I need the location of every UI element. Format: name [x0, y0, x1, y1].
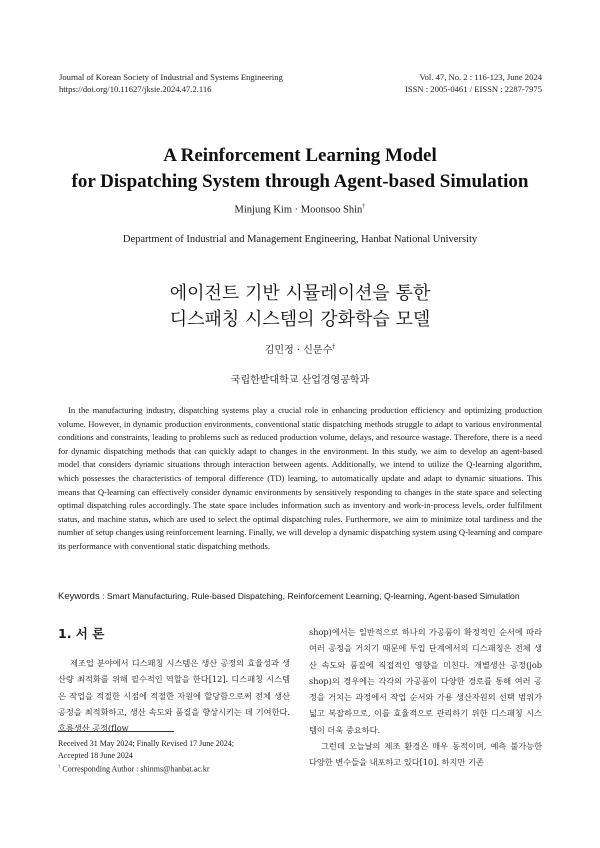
right-column-text — [309, 624, 542, 771]
right-paragraph-2: 그런데 오늘날의 제조 환경은 매우 동적이며, 예측 불가능한 다양한 변수들을 내포하고 있다[10]. 하지만 기존 — [309, 741, 542, 768]
paper-title-en — [0, 143, 600, 195]
authors-en: Minjung Kim · Moonsoo Shin — [234, 204, 363, 216]
corresponding-mark-ko: † — [332, 343, 336, 351]
dagger-mark: † — [58, 765, 61, 771]
keywords-text: Smart Manufacturing, Rule-based Dispatching, Reinforcement Learning, Q-learning, Agent-based Simulation — [106, 591, 520, 601]
paper-title-ko — [0, 281, 600, 333]
received-date: Received 31 May 2024; Finally Revised 17 June 2024; — [58, 739, 234, 748]
left-paragraph: 제조업 분야에서 디스패칭 시스템은 생산 공정의 효율성과 생산량 최적화를 위해 필수적인 역할을 한다[12]. 디스패칭 시스템은 작업을 적절한 시점에 적절한 자원에 할당함으로써 전체 생산 공정을 최적화하고, 생산 속도와 품질을 향상시키는 데 기여한다. 흐름생산 공정(flow — [58, 658, 290, 734]
title-ko-line1: 에이전트 기반 시뮬레이션을 통한 — [169, 283, 431, 304]
title-en-line1: A Reinforcement Learning Model — [163, 145, 437, 166]
authors-ko-block — [0, 341, 600, 356]
journal-header-right — [405, 71, 542, 95]
keywords-block: Keywords : Smart Manufacturing, Rule-based Dispatching, Reinforcement Learning, Q-learning, Agent-based Simulation — [58, 591, 520, 602]
accepted-date: Accepted 18 June 2024 — [58, 751, 133, 761]
journal-header-left — [59, 71, 283, 95]
volume-info: Vol. 47, No. 2 : 116-123, June 2024 — [419, 72, 542, 82]
department-en: Department of Industrial and Management Engineering, Hanbat National University — [122, 234, 478, 245]
title-ko-line2: 디스패칭 시스템의 강화학습 모델 — [169, 309, 431, 330]
journal-name: Journal of Korean Society of Industrial and Systems Engineering — [59, 72, 283, 82]
authors-ko: 김민정 · 신문수 — [264, 345, 333, 356]
department-ko: 국립한밭대학교 산업경영공학과 — [230, 375, 370, 386]
issn-info: ISSN : 2005-0461 / EISSN : 2287-7975 — [404, 84, 542, 94]
right-paragraph-1: shop)에서는 일반적으로 하나의 가공품이 확정적인 순서에 따라 여러 공정을 거치기 때문에 투입 단계에서의 디스패칭은 전체 생산 속도와 품질에 직접적인 영향을 미친다. 개별생산 공정(job shop)의 경우에는 각각의 가공품이 다양한 경로를 통해 여러 공정을 거치는 과정에서 작업 순서와 가용 생산자원의 선택 범위가 넓고 복잡하므로, 이를 효율적으로 관리하기 위한 디스패칭 시스템이 더욱 중요하다. — [309, 627, 542, 735]
footnote-divider — [58, 731, 174, 732]
doi-link[interactable]: https://doi.org/10.11627/jksie.2024.47.2.116 — [59, 84, 212, 94]
corresponding-mark: † — [362, 203, 366, 210]
corresponding-text: Corresponding Author : shinms@hanbat.ac.kr — [62, 765, 210, 775]
keywords-label: Keywords — [58, 591, 100, 602]
authors-en-block — [0, 203, 600, 216]
abstract: In the manufacturing industry, dispatching systems play a crucial role in enhancing production efficiency and optimizing production volume. However, in dynamic production environments, conventional static dispatching methods struggle to adapt to various environmental conditions and constraints, leading to problems such as reduced production volume, delays, and resource wastage. Therefore, there is a need for dynamic dispatching methods that can quickly adapt to changes in the environment. In this study, we aim to develop an agent-based model that considers dynamic situations through interaction between agents. Additionally, we intend to utilize the Q-learning algorithm, which possesses the characteristics of temporal difference (TD) learning, to automatically update and adapt to dynamic situations. This means that Q-learning can effectively consider dynamic environments by sensitively responding to changes in the state space and selecting optimal dispatching rules accordingly. The state space includes information such as inventory and work-in-process levels, order fulfilment status, and machine status, which are used to select the optimal dispatching rules. Furthermore, we aim to minimize total tardiness and the number of setup changes using reinforcement learning. Finally, we will develop a dynamic dispatching system using Q-learning and compare its performance with conventional static dispatching methods. — [58, 405, 542, 551]
section-heading-introduction: 1. 서 론 — [58, 626, 105, 641]
corresponding-author — [58, 762, 298, 776]
footnotes — [58, 738, 298, 776]
left-column-text — [58, 655, 290, 736]
title-en-line2: for Dispatching System through Agent-based Simulation — [71, 171, 529, 192]
